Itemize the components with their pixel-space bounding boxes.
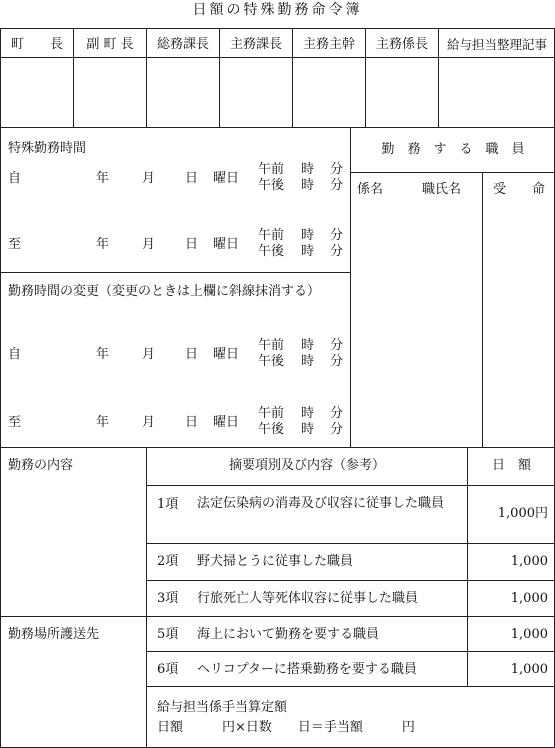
allowance-calc-formula: 日額 円×日数 日＝手当額 円 <box>157 720 415 735</box>
duty-item-number: 2項 <box>157 554 179 569</box>
approval-payroll-notes: 給与担当整理記事 <box>446 37 547 52</box>
frame-left <box>0 28 1 748</box>
duty-item-amount: 1,000 <box>510 662 548 677</box>
to-label: 至 <box>8 237 22 252</box>
duty-daily-amount-header: 日 額 <box>491 458 531 473</box>
time-bottom <box>0 447 555 448</box>
special-duty-time-label: 特殊勤務時間 <box>8 141 87 156</box>
document-title: 日額の特殊勤務命令簿 <box>192 2 363 18</box>
time-change-label: 勤務時間の変更（変更のときは上欄に斜線抹消する） <box>8 284 321 299</box>
am-pm-selector[interactable]: 午前 午後 <box>258 228 285 259</box>
staff-header: 勤 務 す る 職 員 <box>381 142 525 157</box>
approval-general-affairs-chief: 総務課長 <box>156 37 209 52</box>
duty-place-divider <box>0 616 555 617</box>
duty-place-label: 勤務場所護送先 <box>8 627 100 642</box>
am-pm-selector[interactable]: 午前 午後 <box>258 162 285 193</box>
duty-content-label: 勤務の内容 <box>8 458 74 473</box>
approval-mayor: 町 長 <box>10 37 63 52</box>
duty-item-amount: 1,000 <box>510 627 548 642</box>
duty-item-number: 5項 <box>157 627 179 642</box>
time-staff-divider <box>350 127 351 448</box>
duty-item-text: ヘリコプターに搭乗勤務を要する職員 <box>197 662 417 677</box>
staff-header-divider <box>350 172 555 173</box>
duty-item-text: 海上において勤務を要する職員 <box>197 627 380 642</box>
duty-item-text: 野犬掃とうに従事した職員 <box>197 554 354 569</box>
duty-item-text: 行旅死亡人等死体収容に従事した職員 <box>197 591 419 606</box>
duty-item-amount: 1,000円 <box>497 506 548 521</box>
approval-bottom <box>0 127 555 128</box>
from-label: 自 <box>8 171 22 186</box>
duty-item-number: 1項 <box>157 497 179 512</box>
duty-label-col <box>146 447 147 748</box>
change-to-label: 至 <box>8 415 22 430</box>
am-pm-selector[interactable]: 午前 午後 <box>258 338 285 369</box>
approval-section-chief: 主務課長 <box>229 37 282 52</box>
change-from-label: 自 <box>8 347 22 362</box>
duty-summary-header: 摘要項別及び内容（参考） <box>228 458 385 473</box>
duty-item-text: 法定伝染病の消毒及び収容に従事した職員 <box>197 496 445 511</box>
duty-item-amount: 1,000 <box>510 591 548 606</box>
approval-director: 主務主幹 <box>302 37 355 52</box>
staff-receipt-header: 受 命 <box>492 182 545 197</box>
approval-subsection-chief: 主務係長 <box>375 37 428 52</box>
duty-item-number: 6項 <box>157 662 179 677</box>
frame-top <box>0 28 555 29</box>
approval-header-divider <box>0 57 555 58</box>
allowance-calc-title: 給与担当係手当算定額 <box>157 700 288 715</box>
staff-post-name-header: 係名 職氏名 <box>357 182 462 197</box>
time-change-divider <box>0 272 351 273</box>
am-pm-selector[interactable]: 午前 午後 <box>258 406 285 437</box>
duty-item-amount: 1,000 <box>510 554 548 569</box>
staff-col-divider <box>482 172 483 448</box>
approval-deputy-mayor: 副 町 長 <box>86 37 134 52</box>
duty-item-number: 3項 <box>157 591 179 606</box>
